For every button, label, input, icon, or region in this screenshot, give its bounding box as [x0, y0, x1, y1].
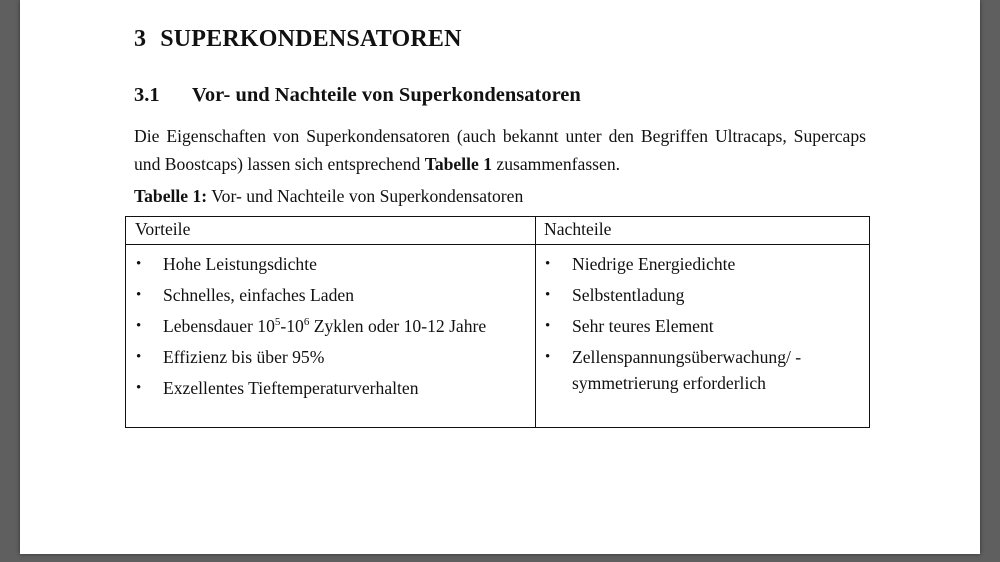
- document-page: [20, 0, 980, 554]
- table-header-divider: [126, 244, 869, 245]
- section-title: Vor- und Nachteile von Superkondensatoren: [192, 84, 581, 106]
- list-item: [135, 313, 530, 344]
- table-caption: [134, 186, 523, 207]
- list-item: • Zellenspannungsüberwachung/ -symmetrierung erforderlich: [544, 344, 864, 396]
- section-heading: [134, 84, 581, 107]
- list-item: • Exzellentes Tieftemperaturverhalten: [135, 375, 530, 406]
- header-vorteile: Vorteile: [135, 219, 191, 239]
- vorteile-list: [135, 251, 530, 406]
- pros-cons-table: [125, 216, 870, 428]
- chapter-heading: [134, 26, 462, 53]
- table-reference: Tabelle 1: [424, 154, 493, 174]
- section-number: 3.1: [134, 84, 160, 106]
- chapter-number: 3: [134, 26, 147, 52]
- list-item: • Hohe Leistungsdichte: [135, 251, 530, 282]
- paragraph-text-before: Die Eigenschaften von Superkondensatoren (auch bekannt unter den Begriffen Ultracaps, Supercaps und Boostcaps) lassen sich entsprechend: [134, 126, 866, 174]
- intro-paragraph: [134, 122, 866, 178]
- chapter-title: SUPERKONDENSATOREN: [160, 26, 462, 52]
- bullet-icon: •: [136, 318, 142, 334]
- bullet-icon: •: [136, 349, 142, 365]
- bullet-icon: •: [545, 349, 551, 365]
- paragraph-text-after: zusammenfassen.: [492, 154, 621, 174]
- bullet-icon: •: [136, 287, 142, 303]
- caption-text: Vor- und Nachteile von Superkondensatoren: [207, 186, 524, 206]
- nachteile-list: [544, 251, 864, 396]
- table-column-divider: [535, 217, 536, 427]
- list-item: • Niedrige Energiedichte: [544, 251, 864, 282]
- list-item: • Effizienz bis über 95%: [135, 344, 530, 375]
- bullet-icon: •: [545, 318, 551, 334]
- caption-label: Tabelle 1:: [134, 186, 208, 206]
- bullet-icon: •: [545, 256, 551, 272]
- list-item: • Selbstentladung: [544, 282, 864, 313]
- list-item: • Sehr teures Element: [544, 313, 864, 344]
- bullet-icon: •: [136, 256, 142, 272]
- bullet-icon: •: [545, 287, 551, 303]
- header-nachteile: Nachteile: [544, 219, 612, 239]
- bullet-icon: •: [136, 380, 142, 396]
- lifetime-text: Lebensdauer $10^5-10^6$ Zyklen oder 10-12 Jahre: [163, 316, 487, 336]
- list-item: • Schnelles, einfaches Laden: [135, 282, 530, 313]
